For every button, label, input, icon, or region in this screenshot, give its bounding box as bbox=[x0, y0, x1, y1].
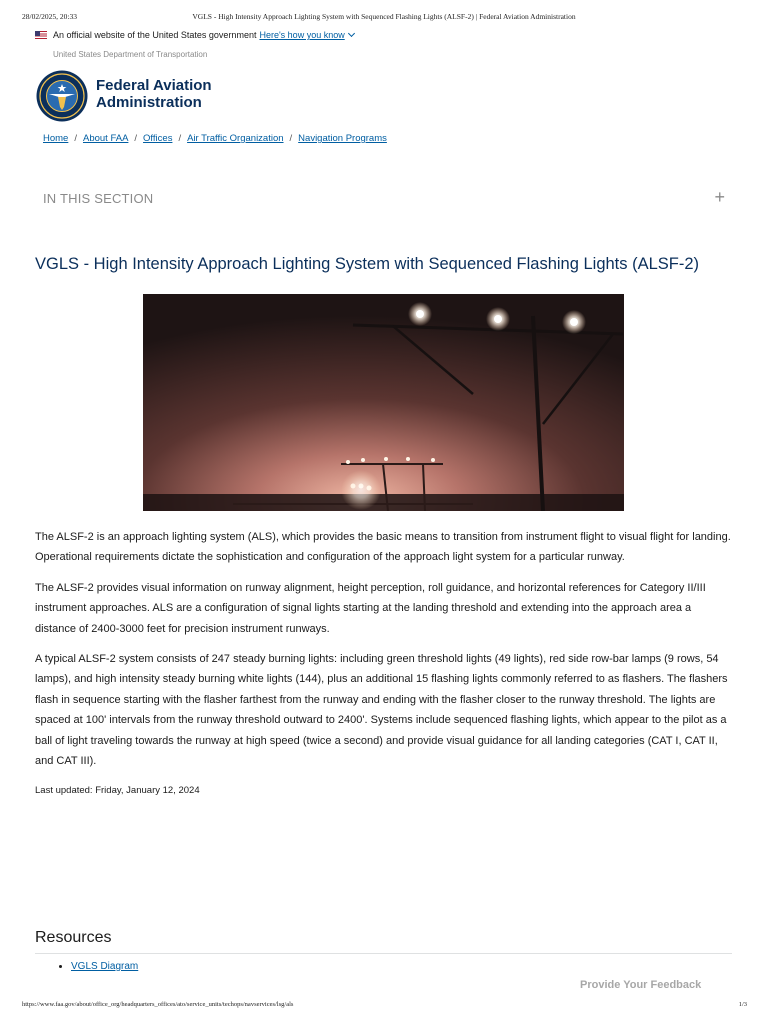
agency-name-line2: Administration bbox=[96, 94, 202, 111]
provide-feedback-button[interactable]: Provide Your Feedback bbox=[580, 979, 702, 991]
page-title: VGLS - High Intensity Approach Lighting System with Sequenced Flashing Lights (ALSF-2) bbox=[35, 255, 700, 273]
plus-icon[interactable]: + bbox=[714, 187, 725, 207]
agency-name[interactable] bbox=[96, 77, 212, 111]
print-date: 28/02/2025, 20:33 bbox=[22, 12, 78, 21]
print-header bbox=[0, 0, 768, 22]
breadcrumb-air-traffic-organization[interactable]: Air Traffic Organization bbox=[187, 133, 284, 144]
paragraph: A typical ALSF-2 system consists of 247 steady burning lights: including green threshold lights (49 lights), red side row-bar lamps (9 rows, 54 lamps), and high intensity steady burning white lights (144), plus an additional 15 flashing lights commonly referred to as flashers. The flashers flash in sequence starting with the flasher farthest from the runway and ending with the flasher closer to the runway threshold. The lights are spaced at 100' intervals from the runway threshold outward to 2400'. Systems include sequenced flashing lights, which appear to the pilot as a ball of light traveling towards the runway at high speed (twice a second) and provide visual guidance for all landing categories (CAT I, CAT II, and CAT III). bbox=[35, 653, 728, 768]
divider bbox=[35, 953, 732, 954]
breadcrumb-navigation-programs[interactable]: Navigation Programs bbox=[298, 133, 387, 144]
gov-banner-text: An official website of the United States government bbox=[53, 30, 257, 40]
paragraph: The ALSF-2 is an approach lighting system (ALS), which provides the basic means to transition from instrument flight to visual flight for landing. Operational requirements dictate the sophistication and configuration of the approach light system for a particular runway. bbox=[35, 531, 731, 564]
list-item bbox=[71, 961, 138, 972]
breadcrumb-separator: / bbox=[289, 133, 293, 144]
print-document-title: VGLS - High Intensity Approach Lighting System with Sequenced Flashing Lights (ALSF-2) | Federal Aviation Administration bbox=[192, 12, 576, 21]
breadcrumb-offices[interactable]: Offices bbox=[143, 133, 173, 144]
gov-banner bbox=[35, 28, 354, 42]
last-updated: Last updated: Friday, January 12, 2024 bbox=[35, 785, 200, 797]
approach-lighting-photo bbox=[143, 294, 624, 511]
vgls-diagram-link[interactable]: VGLS Diagram bbox=[71, 961, 139, 972]
us-flag-icon bbox=[35, 31, 47, 39]
breadcrumb-about-faa[interactable]: About FAA bbox=[82, 133, 129, 144]
in-this-section-label: IN THIS SECTION bbox=[43, 191, 154, 206]
heres-how-you-know-link[interactable]: Here's how you know bbox=[259, 30, 345, 40]
breadcrumb-home[interactable]: Home bbox=[43, 133, 69, 144]
resources-heading: Resources bbox=[35, 929, 112, 946]
breadcrumb-separator: / bbox=[74, 133, 77, 144]
print-url: https://www.faa.gov/about/office_org/headquarters_offices/ato/service_units/techops/navservices/lsg/als bbox=[22, 1001, 294, 1008]
breadcrumb bbox=[43, 133, 387, 144]
print-page-number: 1/3 bbox=[738, 1001, 747, 1008]
breadcrumb-separator: / bbox=[178, 133, 182, 144]
paragraph: The ALSF-2 provides visual information on runway alignment, height perception, roll guidance, and horizontal references for Category II/III instrument approaches. ALS are a configuration of signal lights starting at the landing threshold and extending into the approach area a distance of 2400-3000 feet for precision instrument runways. bbox=[35, 581, 706, 635]
department-label: United States Department of Transportation bbox=[53, 50, 208, 59]
main-content bbox=[35, 527, 735, 802]
faa-seal-logo[interactable] bbox=[36, 70, 88, 122]
breadcrumb-separator: / bbox=[134, 133, 138, 144]
in-this-section-toggle[interactable] bbox=[43, 187, 725, 208]
resources-list bbox=[35, 961, 138, 972]
chevron-down-icon[interactable] bbox=[348, 30, 355, 37]
agency-name-line1: Federal Aviation bbox=[96, 77, 212, 94]
